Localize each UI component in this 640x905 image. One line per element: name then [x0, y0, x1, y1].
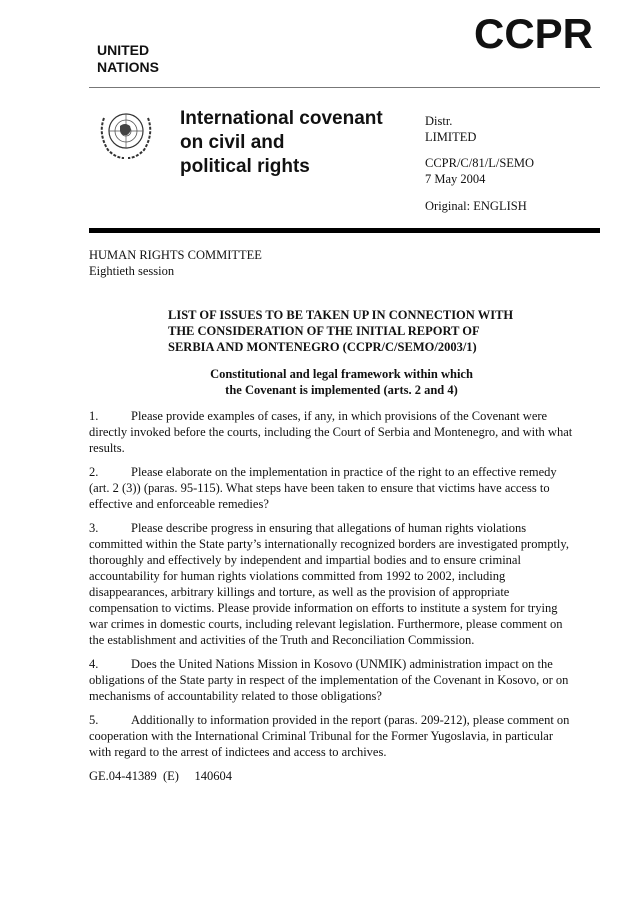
paragraph-3: [89, 520, 594, 648]
organization-name: [97, 42, 159, 76]
committee-info: [89, 247, 594, 279]
paragraph-number: 3.: [89, 521, 99, 535]
subheading-line: the Covenant is implemented (arts. 2 and 4): [225, 383, 458, 397]
heading-line: LIST OF ISSUES TO BE TAKEN UP IN CONNECTION WITH: [168, 308, 514, 322]
title-line: on civil and: [180, 132, 285, 153]
paragraph-line: war crimes in domestic courts, including relevant legislation. Furthermore, please comment on: [89, 617, 563, 631]
heading-line: SERBIA AND MONTENEGRO (CCPR/C/SEMO/2003/1): [168, 340, 477, 354]
un-emblem-icon: [96, 106, 156, 162]
paragraph-number: 2.: [89, 465, 99, 479]
paragraph-line: cooperation with the International Criminal Tribunal for the Former Yugoslavia, in particular: [89, 729, 554, 743]
paragraph-line: with regard to the arrest of indictees and access to archives.: [89, 745, 387, 759]
distribution-label: Distr.: [425, 114, 453, 128]
document-title: [180, 107, 383, 179]
heading-line: THE CONSIDERATION OF THE INITIAL REPORT OF: [168, 324, 480, 338]
paragraph-5: [89, 712, 594, 760]
distribution: LIMITED: [425, 130, 477, 144]
title-line: International covenant: [180, 108, 383, 129]
paragraph-line: committed within the State party’s internationally recognized borders are investigated promptly,: [89, 537, 569, 551]
paragraph-number: 5.: [89, 713, 99, 727]
divider: [89, 87, 600, 88]
header-rule: [89, 228, 600, 233]
org-line: UNITED: [97, 42, 150, 58]
document-number: CCPR/C/81/L/SEMO: [425, 156, 535, 170]
document-footer-code: GE.04-41389 (E) 140604: [89, 769, 233, 783]
title-line: political rights: [180, 156, 310, 177]
paragraph-4: [89, 656, 594, 704]
paragraph-number: 4.: [89, 657, 99, 671]
committee-name: HUMAN RIGHTS COMMITTEE: [89, 248, 262, 262]
paragraph-number: 1.: [89, 409, 99, 423]
paragraph-line: results.: [89, 441, 125, 455]
document-symbol: CCPR: [473, 10, 593, 57]
document-date: 7 May 2004: [425, 172, 486, 186]
paragraph-line: (art. 2 (3)) (paras. 95-115). What steps have been taken to ensure that victims have access to: [89, 481, 550, 495]
paragraph-line: effective and enforceable remedies?: [89, 497, 269, 511]
paragraph-line: Please describe progress in ensuring that allegations of human rights violations: [131, 521, 527, 535]
org-line: NATIONS: [97, 59, 159, 75]
subheading-line: Constitutional and legal framework within which: [210, 367, 473, 381]
paragraph-2: [89, 464, 594, 512]
paragraph-line: disappearances, arbitrary killings and torture, as well as the provision of appropriate: [89, 585, 510, 599]
paragraph-1: [89, 408, 594, 456]
paragraph-line: compensation to victims. Please provide information on efforts to institute a system for trying: [89, 601, 558, 615]
original-language: Original: ENGLISH: [425, 199, 527, 213]
paragraph-line: directly invoked before the courts, including the Court of Serbia and Montenegro, and with what: [89, 425, 573, 439]
paragraph-line: thoroughly and effectively by independent and impartial bodies and to ensure criminal: [89, 553, 521, 567]
paragraph-line: Additionally to information provided in the report (paras. 209-212), please comment on: [131, 713, 570, 727]
paragraph-line: the establishment and activities of the Truth and Reconciliation Commission.: [89, 633, 475, 647]
paragraph-line: accountability for human rights violations committed from 1992 to 2002, including: [89, 569, 506, 583]
paragraph-line: Does the United Nations Mission in Kosovo (UNMIK) administration impact on the: [131, 657, 553, 671]
paragraph-line: obligations of the State party in respect of the implementation of the Covenant in Kosovo, or on: [89, 673, 569, 687]
main-heading: [168, 307, 513, 355]
paragraph-line: Please elaborate on the implementation in practice of the right to an effective remedy: [131, 465, 557, 479]
paragraph-line: mechanisms of accountability related to those obligations?: [89, 689, 382, 703]
committee-session: Eightieth session: [89, 264, 175, 278]
paragraph-line: Please provide examples of cases, if any, in which provisions of the Covenant were: [131, 409, 548, 423]
section-subheading: [89, 366, 594, 398]
